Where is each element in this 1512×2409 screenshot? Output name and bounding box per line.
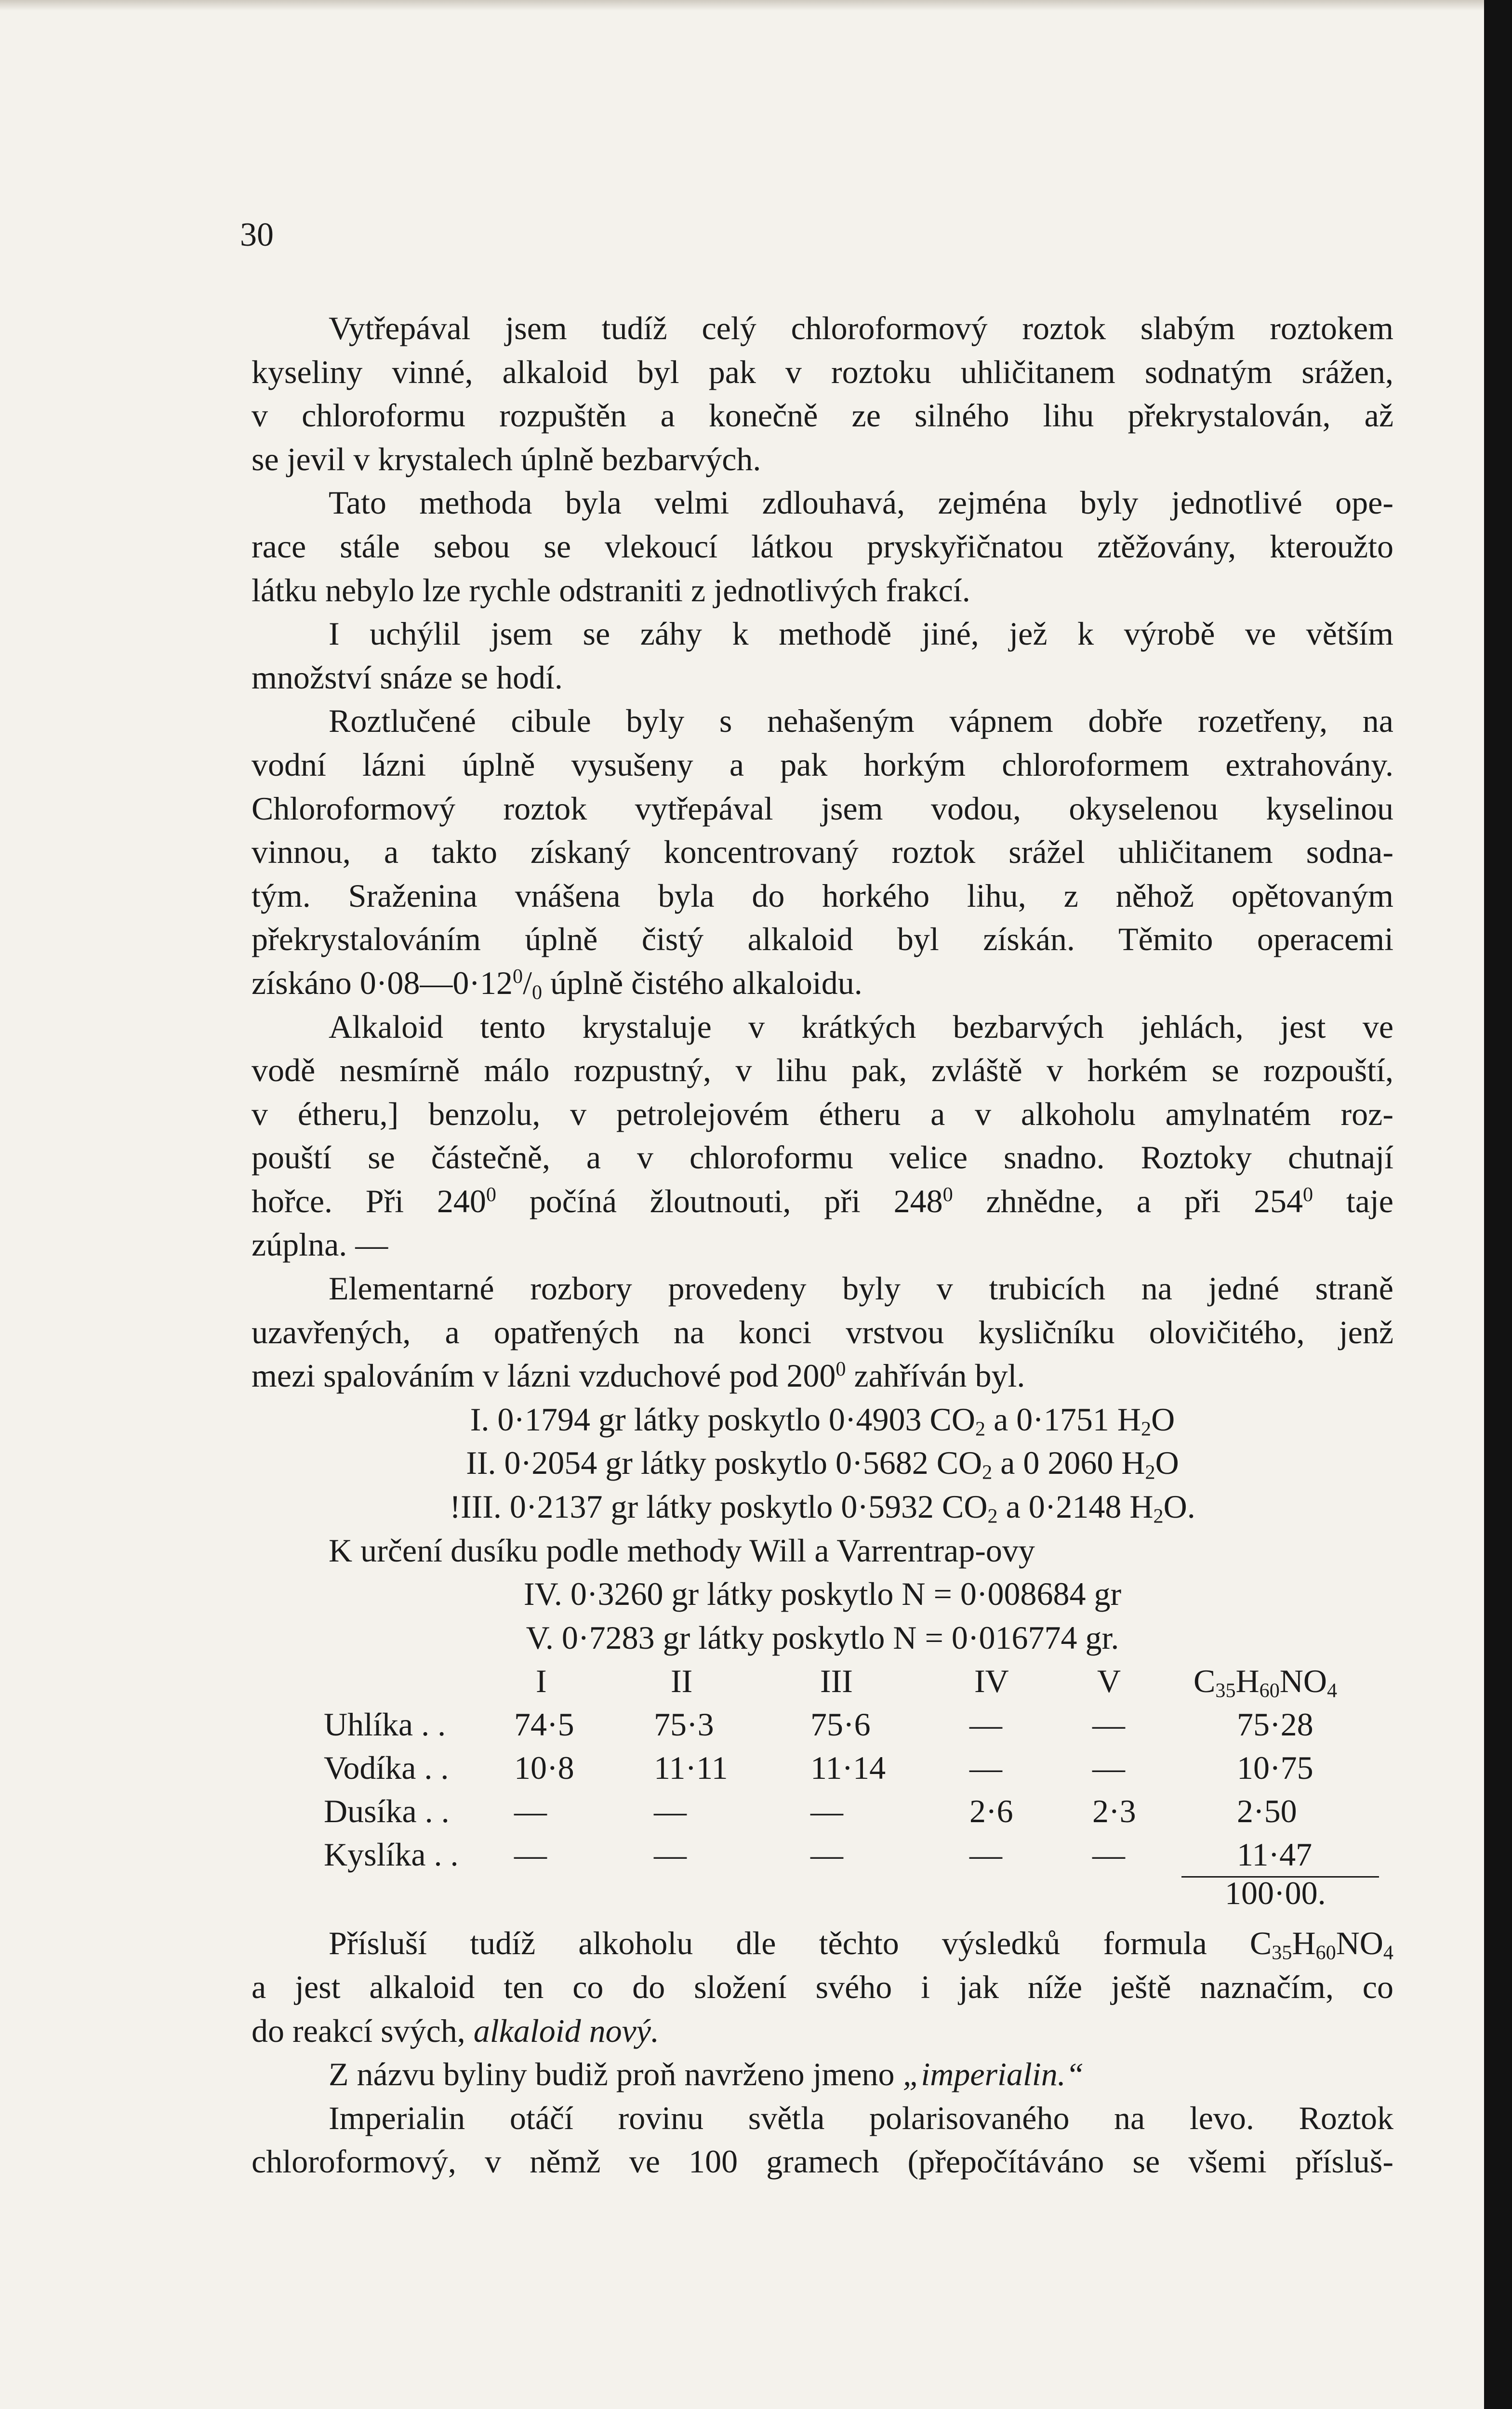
table-cell: — — [654, 1793, 687, 1830]
text-span: 0·2054 gr látky poskytlo 0·5682 CO — [504, 1444, 982, 1482]
table-cell: 11·11 — [654, 1749, 728, 1787]
text-line: zúplna. — — [252, 1226, 388, 1263]
text-line: K určení dusíku podle methody Will a Varrentrap-ovy — [329, 1532, 1035, 1569]
subscript: 60 — [1259, 1679, 1280, 1702]
subscript: 35 — [1272, 1941, 1292, 1964]
subscript: 0 — [532, 981, 543, 1004]
text-line: race stále sebou se vlekoucí látkou pryskyřičnatou ztěžovány, kteroužto — [252, 528, 1393, 565]
text-span: počíná žloutnouti, při 248 — [496, 1182, 943, 1219]
text-span: H — [1235, 1663, 1260, 1700]
table-cell: 10·75 — [1237, 1749, 1313, 1787]
text-line: Alkaloid tento krystaluje v krátkých bezbarvých jehlách, jest ve — [329, 1008, 1393, 1045]
degree: 0 — [1303, 1183, 1313, 1206]
text-line: Tato methoda byla velmi zdlouhavá, zejména byly jednotlivé ope- — [329, 484, 1393, 521]
text-line: a jest alkaloid ten co do složení svého i jak níže ještě naznačím, co — [252, 1969, 1393, 2005]
text-line: tým. Sraženina vnášena byla do horkého lihu, z něhož opětovaným — [252, 877, 1393, 914]
table-header: IV — [974, 1663, 1009, 1700]
text-span: 0·1794 gr látky poskytlo 0·4903 CO — [497, 1401, 976, 1438]
text-line: kyseliny vinné, alkaloid byl pak v roztoku uhličitanem sodnatým srážen, — [252, 353, 1393, 390]
text-span: a 0 2060 H — [992, 1444, 1145, 1482]
subscript: 2 — [975, 1417, 986, 1441]
table-cell: — — [514, 1836, 547, 1873]
page-number: 30 — [240, 216, 274, 253]
table-header: III — [820, 1663, 853, 1700]
text-span: O — [1155, 1444, 1179, 1482]
subscript: 4 — [1327, 1679, 1338, 1702]
text-line — [252, 961, 1393, 1005]
table-cell: 11·47 — [1237, 1836, 1313, 1873]
table-cell: — — [810, 1793, 843, 1830]
row-label: Kyslíka . . — [324, 1836, 459, 1873]
row-label: Dusíka . . — [324, 1793, 450, 1830]
text-line: Roztlučené cibule byly s nehašeným vápnem dobře rozetřeny, na — [329, 702, 1393, 740]
text-span: taje — [1313, 1182, 1393, 1219]
results-table — [252, 1659, 1393, 1876]
text-line — [252, 2009, 1393, 2053]
page-top-shadow — [0, 0, 1484, 11]
text-line: Elementarné rozbory provedeny byly v trubicích na jedné straně — [329, 1270, 1393, 1307]
text-line: v chloroformu rozpuštěn a konečně ze silného lihu překrystalován, až — [252, 397, 1393, 434]
text-span: / — [523, 964, 532, 1001]
subscript: 2 — [987, 1505, 998, 1528]
text-span: a 0·2148 H — [997, 1488, 1154, 1525]
table-cell: — — [1092, 1836, 1125, 1873]
analysis-num: I. — [470, 1401, 490, 1438]
nitrogen-line: V. 0·7283 gr látky poskytlo N = 0·016774 gr. — [526, 1619, 1119, 1656]
formula-header — [1194, 1662, 1337, 1700]
subscript: 35 — [1215, 1679, 1236, 1702]
text-line: vodní lázni úplně vysušeny a pak horkým chloroformem extrahovány. — [252, 746, 1393, 783]
table-cell: 2·6 — [969, 1793, 1013, 1830]
text-line: uzavřených, a opatřených na konci vrstvou kysličníku olovičitého, jenž — [252, 1313, 1393, 1350]
text-line: látku nebylo lze rychle odstraniti z jednotlivých frakcí. — [252, 571, 970, 609]
text-line — [252, 1354, 1393, 1398]
text-span: hořce. Při 240 — [252, 1182, 486, 1219]
text-line: vodě nesmírně málo rozpustný, v lihu pak, zvláště v horkém se rozpouští, — [252, 1052, 1393, 1089]
row-label: Uhlíka . . — [324, 1706, 446, 1743]
table-cell: 2·3 — [1092, 1793, 1136, 1830]
table-cell: — — [654, 1836, 687, 1873]
text-span: O — [1151, 1401, 1175, 1438]
text-span: NO — [1336, 1925, 1383, 1962]
italic-text: „imperialin.“ — [902, 2056, 1084, 2093]
superscript: 0 — [513, 965, 523, 988]
text-line: v étheru,] benzolu, v petrolejovém étheru a v alkoholu amylnatém roz- — [252, 1095, 1393, 1132]
row-label: Vodíka . . — [324, 1749, 449, 1787]
degree: 0 — [486, 1183, 496, 1206]
table-cell: — — [969, 1706, 1002, 1743]
table-cell: 11·14 — [810, 1749, 886, 1787]
subscript: 2 — [982, 1461, 993, 1484]
text-span: H — [1292, 1925, 1316, 1962]
table-cell: — — [1092, 1706, 1125, 1743]
table-header: V — [1097, 1663, 1121, 1700]
analysis-num: !III. — [450, 1488, 502, 1525]
text-span: O. — [1163, 1488, 1195, 1525]
table-cell: — — [1092, 1749, 1125, 1787]
subscript: 2 — [1153, 1505, 1164, 1528]
text-line: Vytřepával jsem tudíž celý chloroformový roztok slabým roztokem — [329, 310, 1393, 346]
text-span: získáno 0·08—0·12 — [252, 964, 513, 1001]
text-span: Z názvu byliny budiž proň navrženo jmeno — [329, 2056, 903, 2093]
text-line: Imperialin otáčí rovinu světla polarisovaného na levo. Roztok — [329, 2099, 1393, 2136]
text-span: 0·2137 gr látky poskytlo 0·5932 CO — [509, 1488, 988, 1525]
table-header: II — [671, 1663, 693, 1700]
analysis-line — [252, 1441, 1393, 1485]
table-cell: 10·8 — [514, 1749, 574, 1787]
total-row — [252, 1876, 1393, 1915]
text-line: se jevil v krystalech úplně bezbarvých. — [252, 440, 761, 477]
nitrogen-line: IV. 0·3260 gr látky poskytlo N = 0·008684 gr — [523, 1575, 1122, 1613]
spacer — [252, 1915, 1393, 1921]
degree: 0 — [836, 1358, 846, 1381]
text-span: Přísluší tudíž alkoholu dle těchto výsledků formula C — [329, 1925, 1272, 1962]
table-cell: 75·6 — [810, 1706, 871, 1743]
subscript: 60 — [1315, 1941, 1336, 1964]
table-total: 100·00. — [1225, 1875, 1326, 1912]
degree: 0 — [942, 1183, 953, 1206]
text-line: chloroformový, v němž ve 100 gramech (přepočítáváno se všemi přísluš- — [252, 2143, 1393, 2180]
text-span: úplně čistého alkaloidu. — [542, 964, 862, 1001]
table-cell: — — [514, 1793, 547, 1830]
text-span: a 0·1751 H — [985, 1401, 1141, 1438]
analysis-line — [252, 1398, 1393, 1442]
analysis-line — [252, 1485, 1393, 1529]
text-line: Chloroformový roztok vytřepával jsem vodou, okyselenou kyselinou — [252, 790, 1393, 827]
text-span: NO — [1279, 1663, 1327, 1700]
body-text — [252, 306, 1393, 2184]
text-line: pouští se částečně, a v chloroformu velice snadno. Roztoky chutnají — [252, 1139, 1393, 1176]
scan-border — [1484, 0, 1512, 2409]
text-span: do reakcí svých, — [252, 2012, 474, 2049]
text-line: I uchýlil jsem se záhy k methodě jiné, jež k výrobě ve větším — [329, 615, 1393, 652]
table-cell: 75·3 — [654, 1706, 714, 1743]
text-line — [252, 2052, 1393, 2096]
text-line — [252, 1921, 1393, 1965]
table-cell: — — [969, 1749, 1002, 1787]
text-line — [252, 1179, 1393, 1223]
text-span: C — [1194, 1663, 1216, 1700]
subscript: 2 — [1145, 1461, 1155, 1484]
analysis-num: II. — [466, 1444, 496, 1482]
text-span: mezi spalováním v lázni vzduchové pod 200 — [252, 1357, 836, 1394]
text-span: zahříván byl. — [846, 1357, 1025, 1394]
text-line: překrystalováním úplně čistý alkaloid byl získán. Těmito operacemi — [252, 921, 1393, 958]
subscript: 4 — [1383, 1941, 1393, 1964]
table-cell: 74·5 — [514, 1706, 574, 1743]
text-line: vinnou, a takto získaný koncentrovaný roztok srážel uhličitanem sodna- — [252, 834, 1393, 871]
italic-text: alkaloid nový. — [473, 2012, 659, 2049]
subscript: 2 — [1141, 1417, 1152, 1441]
table-cell: — — [969, 1836, 1002, 1873]
text-line: množství snáze se hodí. — [252, 659, 563, 696]
table-header: I — [536, 1663, 547, 1700]
text-span: zhnědne, a při 254 — [953, 1182, 1303, 1219]
table-cell: — — [810, 1836, 843, 1873]
table-cell: 2·50 — [1237, 1793, 1297, 1830]
table-cell: 75·28 — [1237, 1706, 1313, 1743]
